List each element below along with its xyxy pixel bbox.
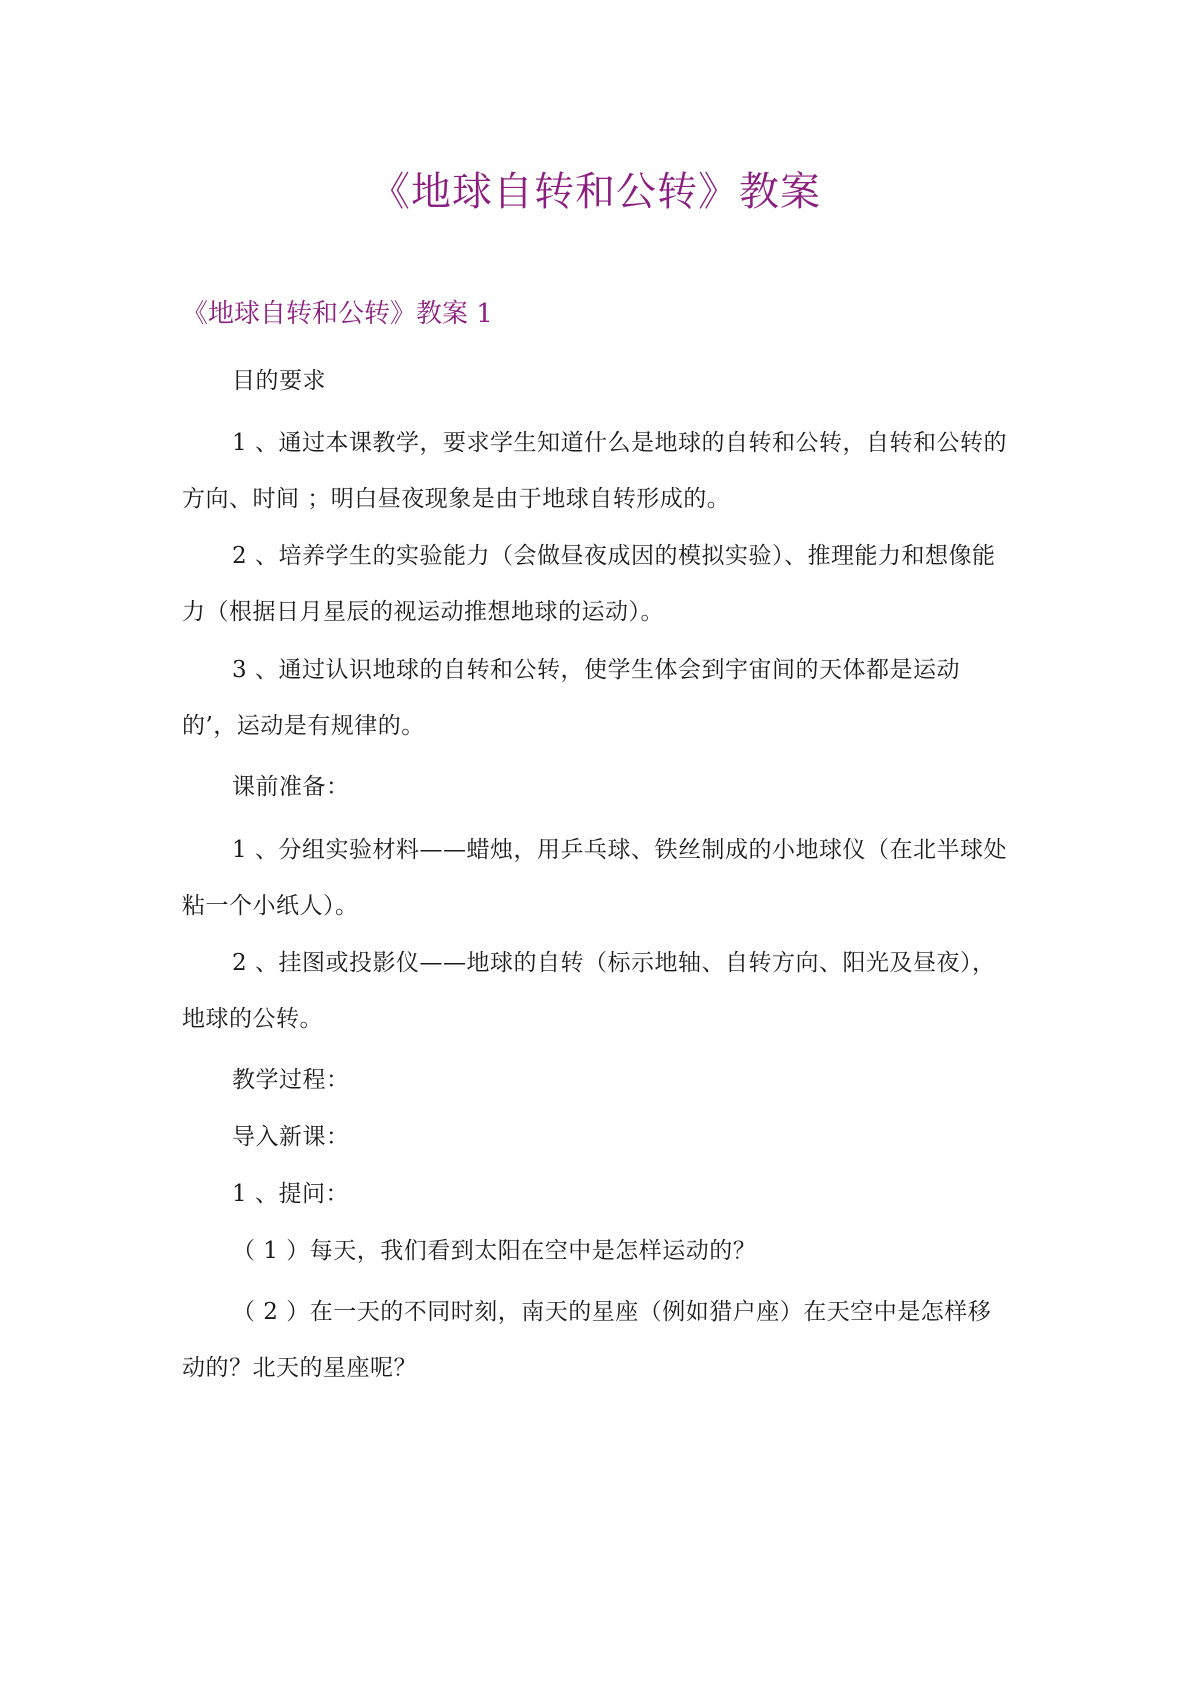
paragraph-intro-heading: 导入新课：: [232, 1124, 350, 1150]
paragraph-question-1: （ 1 ）每天，我们看到太阳在空中是怎样运动的？: [232, 1238, 757, 1264]
paragraph-objective-1: 1 、通过本课教学，要求学生知道什么是地球的自转和公转，自转和公转的方向、时间 ；明白昼夜现象是由于地球自转形成的。: [182, 430, 1007, 512]
paragraph-objectives-heading: 目的要求: [232, 368, 326, 394]
paragraph-objective-3: 3 、通过认识地球的自转和公转，使学生体会到宇宙间的天体都是运动的’，运动是有规律的。: [182, 657, 960, 739]
paragraph-question-heading: 1 、提问：: [232, 1181, 349, 1207]
paragraph-preparation-1: 1 、分组实验材料——蜡烛，用乒乓球、铁丝制成的小地球仪（在北半球处粘一个小纸人）。: [182, 837, 1007, 919]
paragraph-question-2: （ 2 ）在一天的不同时刻，南天的星座（例如猎户座）在天空中是怎样移动的？北天的星座呢？: [182, 1299, 992, 1381]
paragraph-process-heading: 教学过程：: [232, 1067, 350, 1093]
section-title: 《地球自转和公转》教案 1: [182, 299, 493, 329]
document-title: 《地球自转和公转》教案: [370, 169, 821, 215]
paragraph-objective-2: 2 、培养学生的实验能力（会做昼夜成因的模拟实验）、推理能力和想像能力（根据日月星辰的视运动推想地球的运动）。: [182, 543, 996, 625]
paragraph-preparation-heading: 课前准备：: [232, 774, 350, 800]
paragraph-preparation-2: 2 、挂图或投影仪——地球的自转（标示地轴、自转方向、阳光及昼夜），地球的公转。: [182, 950, 996, 1032]
